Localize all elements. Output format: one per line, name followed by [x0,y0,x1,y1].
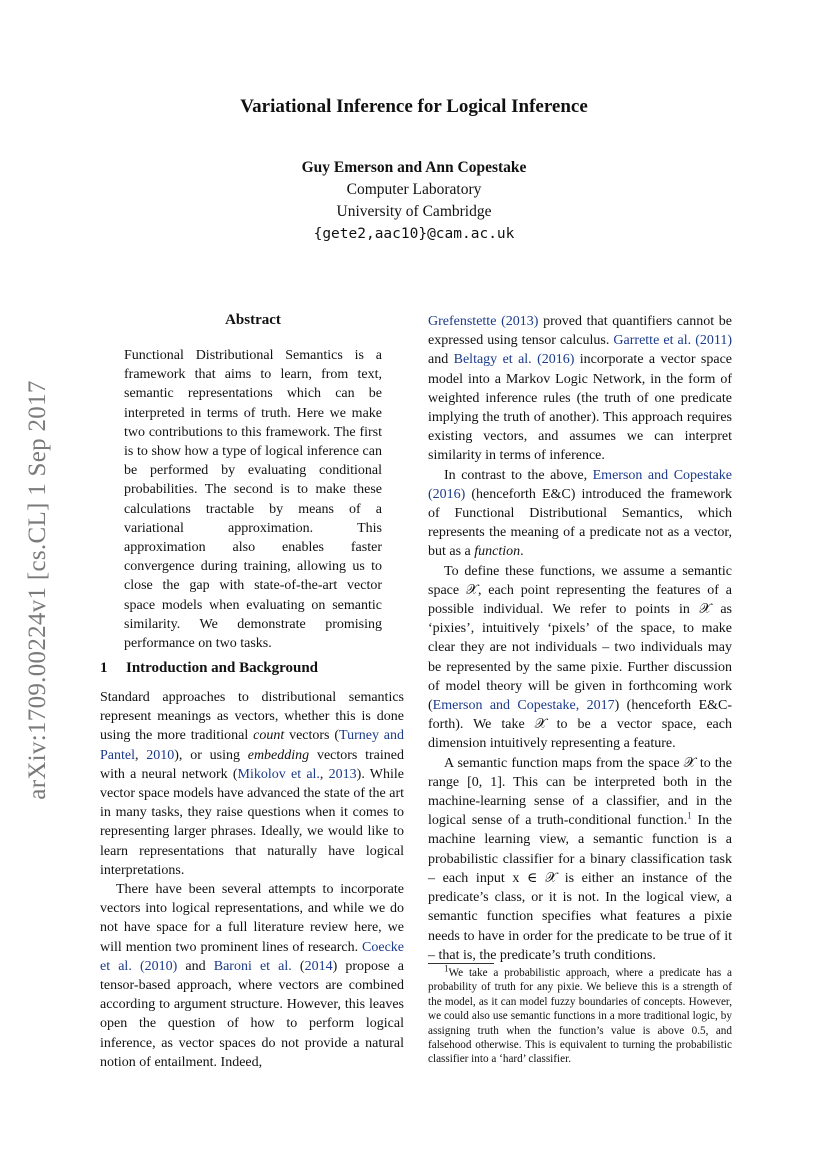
citation-link[interactable]: 2013 [328,766,357,782]
affiliation-univ: University of Cambridge [336,203,492,220]
affiliation-dept: Computer Laboratory [346,181,482,198]
citation-link[interactable]: Garrette et al. (2011) [613,333,733,349]
citation-link[interactable]: Mikolov et al. [237,766,320,782]
right-column-body [428,312,732,965]
author-email: {gete2,aac10}@cam.ac.uk [313,226,515,242]
citation-link[interactable]: Emerson and Copestake (2016) [428,467,733,502]
intro-paragraph-2: There have been several attempts to incorporate vectors into logical representations, and while we do not have space for a full literature review here, we will mention two prominent lines of research. Coecke et al. (2010) and Baroni et al. (2014) propose a tensor-based approach, where vectors are combined according to argument structure. However, this leaves open the question of how to perform logical inference, as vector spaces do not provide a natural notion of entailment. Indeed, [100,882,404,1070]
section-number: 1 [100,660,108,676]
left-column-body [100,688,404,1072]
citation-link[interactable]: Turney and Pantel [100,728,405,763]
abstract-heading: Abstract [225,312,281,328]
author-names: Guy Emerson and Ann Copestake [301,159,527,176]
citation-link[interactable]: Beltagy et al. (2016) [453,352,575,368]
paper-title: Variational Inference for Logical Inference [240,96,588,117]
citation-link[interactable]: Baroni et al. [213,958,292,974]
citation-link[interactable]: Emerson and Copestake, 2017 [432,698,615,714]
citation-link[interactable]: Grefenstette (2013) [428,314,539,329]
footnote-rule [428,963,494,964]
arxiv-identifier: arXiv:1709.00224v1 [cs.CL] 1 Sep 2017 [24,380,51,800]
footnote [428,963,732,1067]
citation-link[interactable]: Coecke et al. (2010) [100,939,404,974]
footnote-text: $^1$We take a probabilistic approach, where a predicate has a probability of truth for any pixie. We believe this is a strength of the model, as it can model fuzzy boundaries of concepts. However, we could also use semantic functions in a more traditional logic, by assigning truth when the function’s value is above 0.5, and falsehood otherwise. This is equivalent to turning the probabilistic classifier into a ‘hard’ classifier. [428,963,732,1066]
footnote-marker[interactable]: 1 [687,810,692,821]
author-block [0,157,828,245]
right-paragraph-4: A semantic function maps from the space 𝒳 to the range [0, 1]. This can be interpreted both in the machine-learning sense of a classifier, and in the logical sense of a truth-conditional function.$^1$ In the machine learning view, a semantic function is a probabilistic classifier for a binary classification task – each input x ∈ 𝒳 is either an instance of the predicate’s class, or it is not. In the logical view, a semantic function specifies what features a pixie needs to have in order for the predicate to be true of it – that is, the predicate’s truth conditions. [428,755,732,963]
intro-paragraph-1: Standard approaches to distributional semantics represent meanings as vectors, whether this is done using the more traditional count vectors (Turney and Pantel, 2010), or using embedding vectors trained with a neural network (Mikolov et al., 2013). While vector space models have advanced the state of the art in many tasks, they raise questions when it comes to representing larger phrases. Ideally, we would like to learn representations that naturally have logical interpretations. [100,690,405,878]
right-paragraph-1: Grefenstette (2013) proved that quantifiers cannot be expressed using tensor calculus. Garrette et al. (2011) and Beltagy et al. (2016) incorporate a vector space model into a Markov Logic Network, in the form of weighted inference rules (the truth of one predicate implying the truth of another). This approach requires existing vectors, and assumes we can interpret similarity in terms of inference. [428,314,733,464]
citation-link[interactable]: 2014 [304,958,333,974]
section-title: Introduction and Background [126,660,319,676]
footnote-number: 1 [444,963,449,974]
abstract-text: Functional Distributional Semantics is a framework that aims to learn, from text, semantic representations which can be interpreted in terms of truth. Here we make two contributions to this framework. The first is to show how a type of logical inference can be performed by evaluating conditional probabilities. The second is to make these calculations tractable by means of a variational approximation. This approximation also enables faster convergence during training, allowing us to close the gap with state-of-the-art vector space models when evaluating on semantic similarity. We demonstrate promising performance on two tasks. [124,348,382,652]
citation-link[interactable]: 2010 [146,747,175,763]
abstract-body [124,346,382,653]
right-paragraph-2: In contrast to the above, Emerson and Copestake (2016) (henceforth E&C) introduced the framework of Functional Distributional Semantics, which represents the meaning of a predicate not as a vector, but as a function. [428,467,733,560]
arxiv-sidebar [14,320,62,860]
right-paragraph-3: To define these functions, we assume a semantic space 𝒳, each point representing the features of a possible individual. We refer to points in 𝒳 as ‘pixies’, intuitively ‘pixels’ of the space, to make clear they are not individuals – two individuals may be represented by the same pixie. Further discussion of model theory will be given in forthcoming work (Emerson and Copestake, 2017) (henceforth E&C-forth). We take 𝒳 to be a vector space, each dimension intuitively representing a feature. [428,563,733,752]
section-heading [100,660,318,677]
